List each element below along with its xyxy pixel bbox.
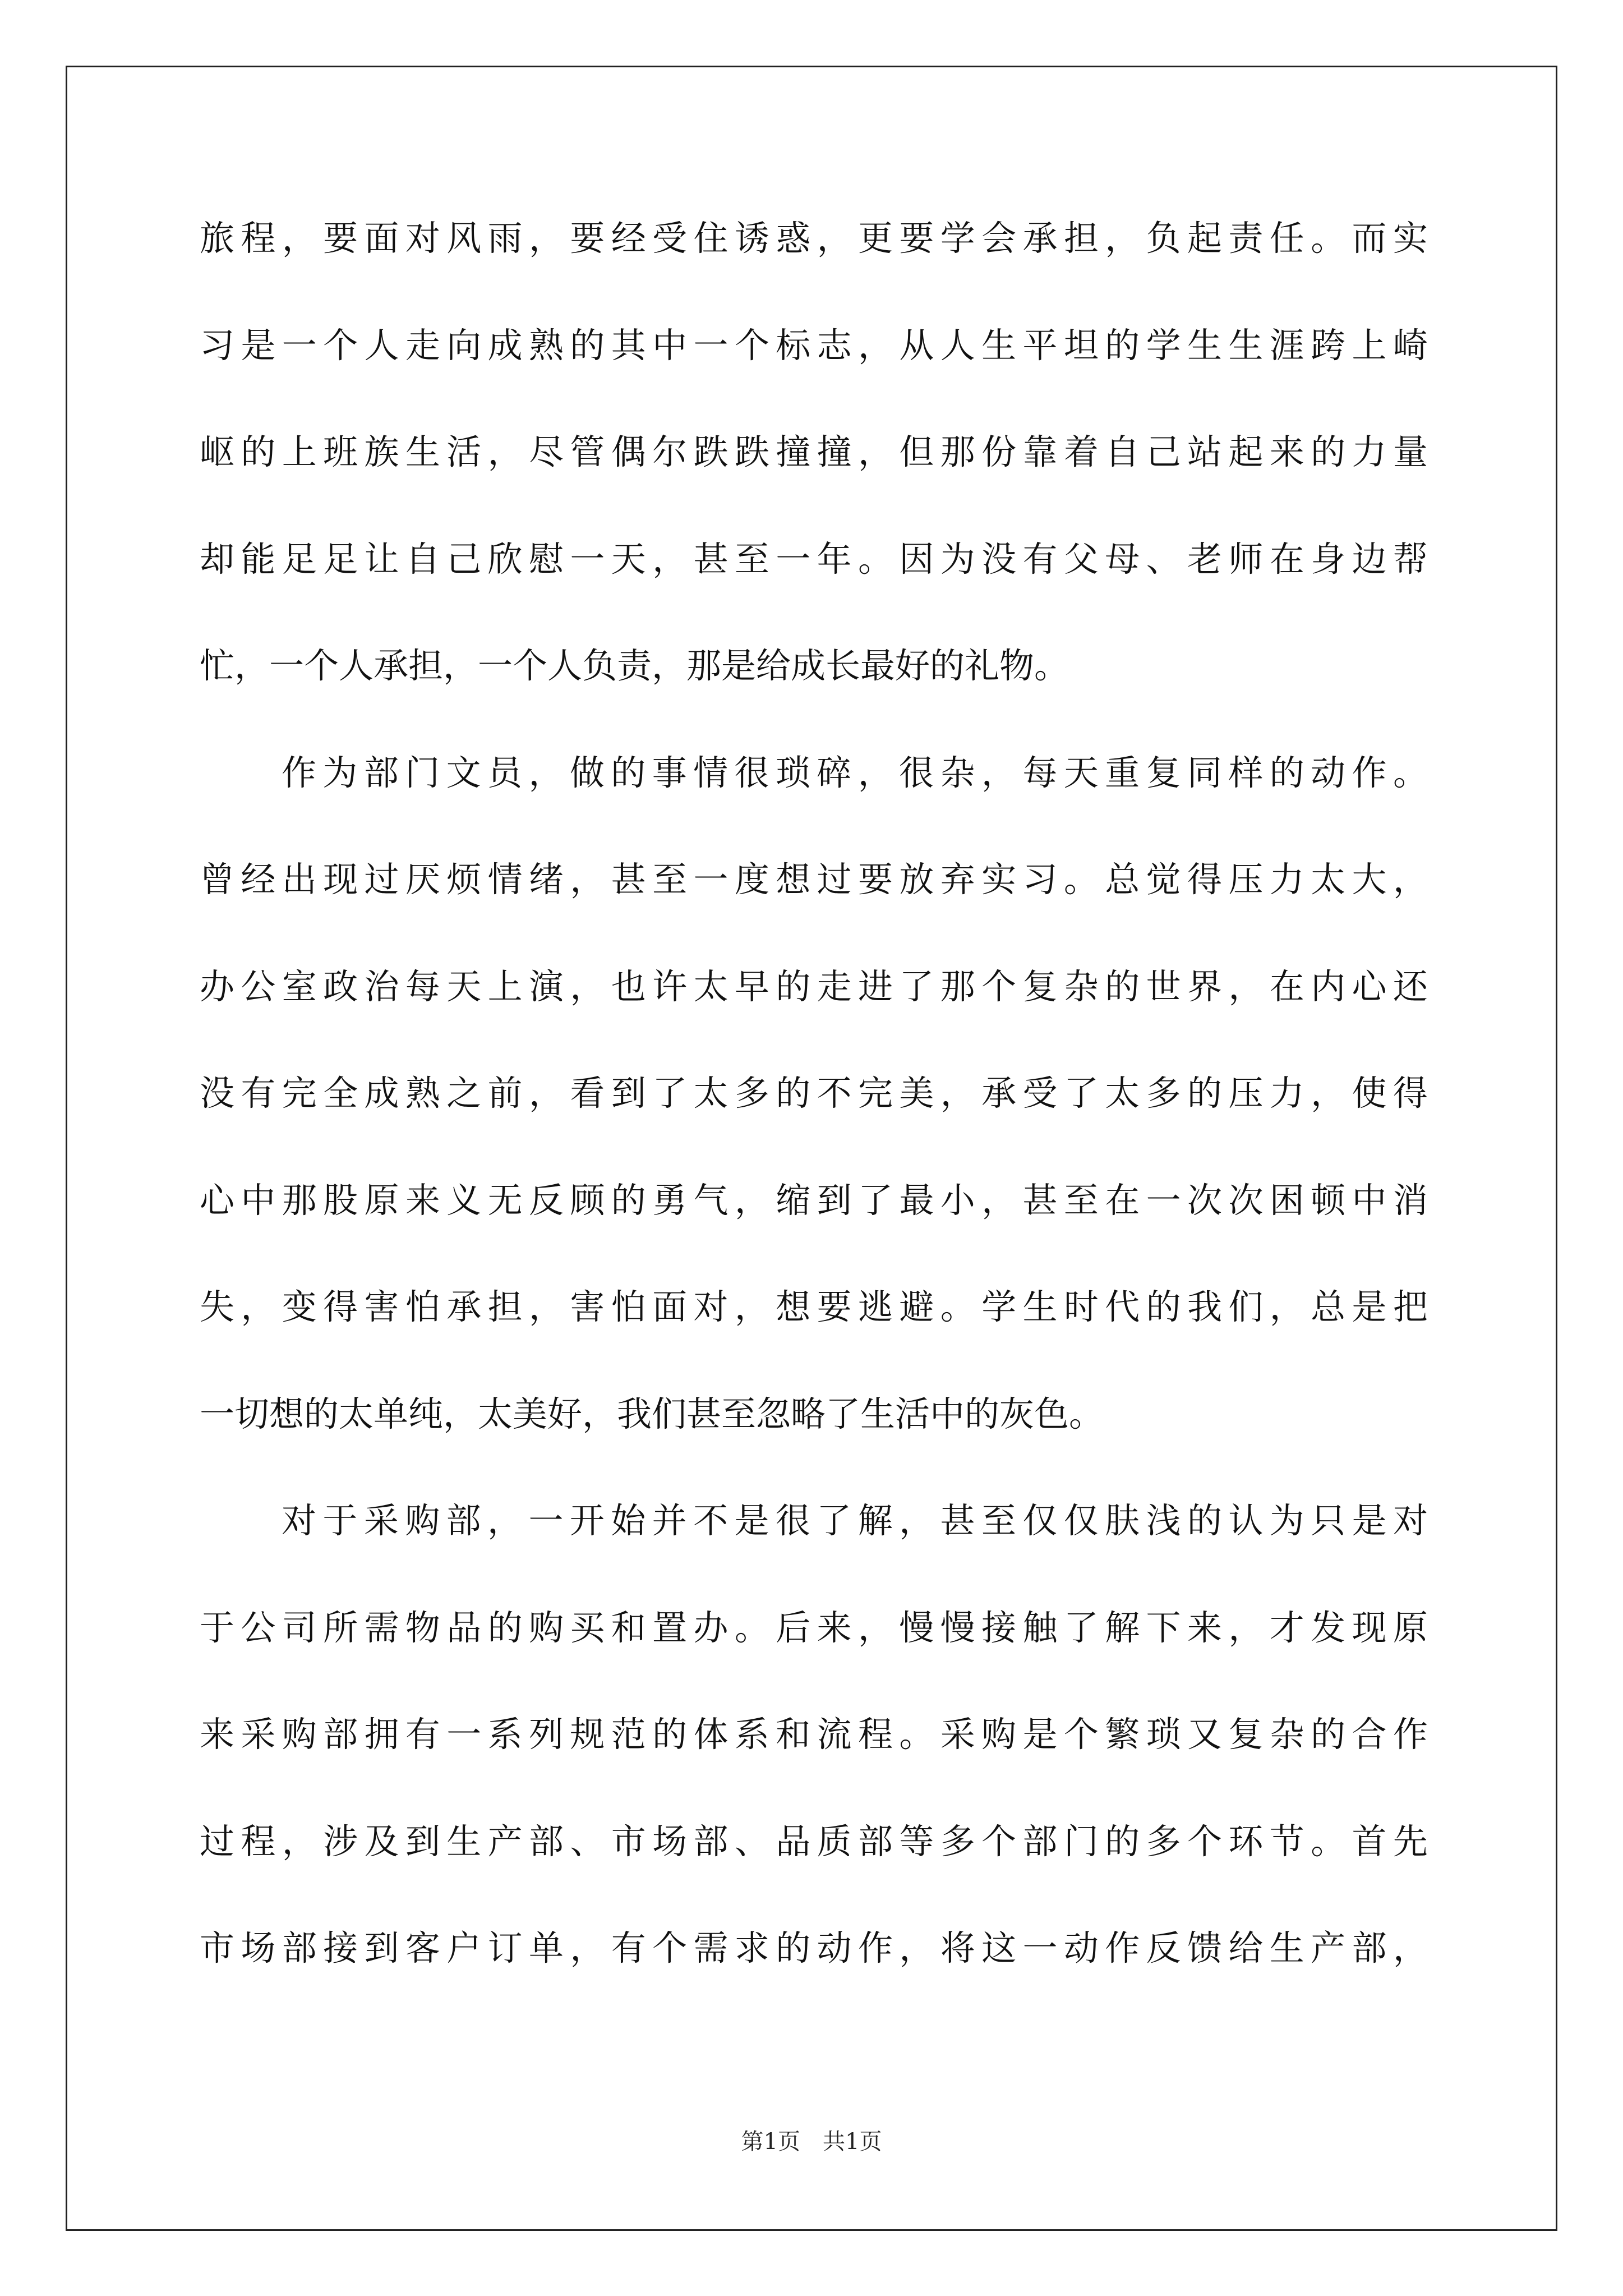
text-line: 于 公 司 所 需 物 品 的 购 买 和 置 办 。 后 来 ， 慢 慢 接 触 了 解 下 来 ， 才 发 现 原 xyxy=(200,1607,1428,1648)
text-line: 心 中 那 股 原 来 义 无 反 顾 的 勇 气 ， 缩 到 了 最 小 ， 甚 至 在 一 次 次 困 顿 中 消 xyxy=(200,1179,1428,1221)
page-footer: 第1页 共1页 xyxy=(741,2129,882,2155)
text-line: 岖 的 上 班 族 生 活 ， 尽 管 偶 尔 跌 跌 撞 撞 ， 但 那 份 靠 着 自 己 站 起 来 的 力 量 xyxy=(200,431,1428,472)
text-line: 没 有 完 全 成 熟 之 前 ， 看 到 了 太 多 的 不 完 美 ， 承 受 了 太 多 的 压 力 ， 使 得 xyxy=(200,1073,1428,1114)
text-line: 习 是 一 个 人 走 向 成 熟 的 其 中 一 个 标 志 ， 从 人 生 平 坦 的 学 生 生 涯 跨 上 崎 xyxy=(200,324,1428,366)
text-line: 一切想的太单纯，太美好，我们甚至忽略了生活中的灰色。 xyxy=(200,1393,1104,1434)
text-line: 曾 经 出 现 过 厌 烦 情 绪 ， 甚 至 一 度 想 过 要 放 弃 实 习 。 总 觉 得 压 力 太 大 ， xyxy=(200,859,1428,900)
text-line: 作 为 部 门 文 员 ， 做 的 事 情 很 琐 碎 ， 很 杂 ， 每 天 重 复 同 样 的 动 作 。 xyxy=(282,752,1428,793)
text-line: 忙，一个人承担，一个人负责，那是给成长最好的礼物。 xyxy=(200,645,1069,686)
text-line: 过 程 ， 涉 及 到 生 产 部 、 市 场 部 、 品 质 部 等 多 个 部 门 的 多 个 环 节 。 首 先 xyxy=(200,1820,1428,1862)
text-line: 来 采 购 部 拥 有 一 系 列 规 范 的 体 系 和 流 程 。 采 购 是 个 繁 琐 又 复 杂 的 合 作 xyxy=(200,1714,1428,1755)
body-text xyxy=(200,216,1428,2033)
text-line: 对 于 采 购 部 ， 一 开 始 并 不 是 很 了 解 ， 甚 至 仅 仅 肤 浅 的 认 为 只 是 对 xyxy=(282,1500,1428,1541)
text-line: 却 能 足 足 让 自 己 欣 慰 一 天 ， 甚 至 一 年 。 因 为 没 有 父 母 、 老 师 在 身 边 帮 xyxy=(200,538,1428,579)
text-line: 失 ， 变 得 害 怕 承 担 ， 害 怕 面 对 ， 想 要 逃 避 。 学 生 时 代 的 我 们 ， 总 是 把 xyxy=(200,1286,1428,1327)
text-line: 旅 程 ， 要 面 对 风 雨 ， 要 经 受 住 诱 惑 ， 更 要 学 会 承 担 ， 负 起 责 任 。 而 实 xyxy=(200,218,1428,259)
text-line: 市 场 部 接 到 客 户 订 单 ， 有 个 需 求 的 动 作 ， 将 这 一 动 作 反 馈 给 生 产 部 ， xyxy=(200,1927,1428,1968)
text-line: 办 公 室 政 治 每 天 上 演 ， 也 许 太 早 的 走 进 了 那 个 复 杂 的 世 界 ， 在 内 心 还 xyxy=(200,965,1428,1007)
